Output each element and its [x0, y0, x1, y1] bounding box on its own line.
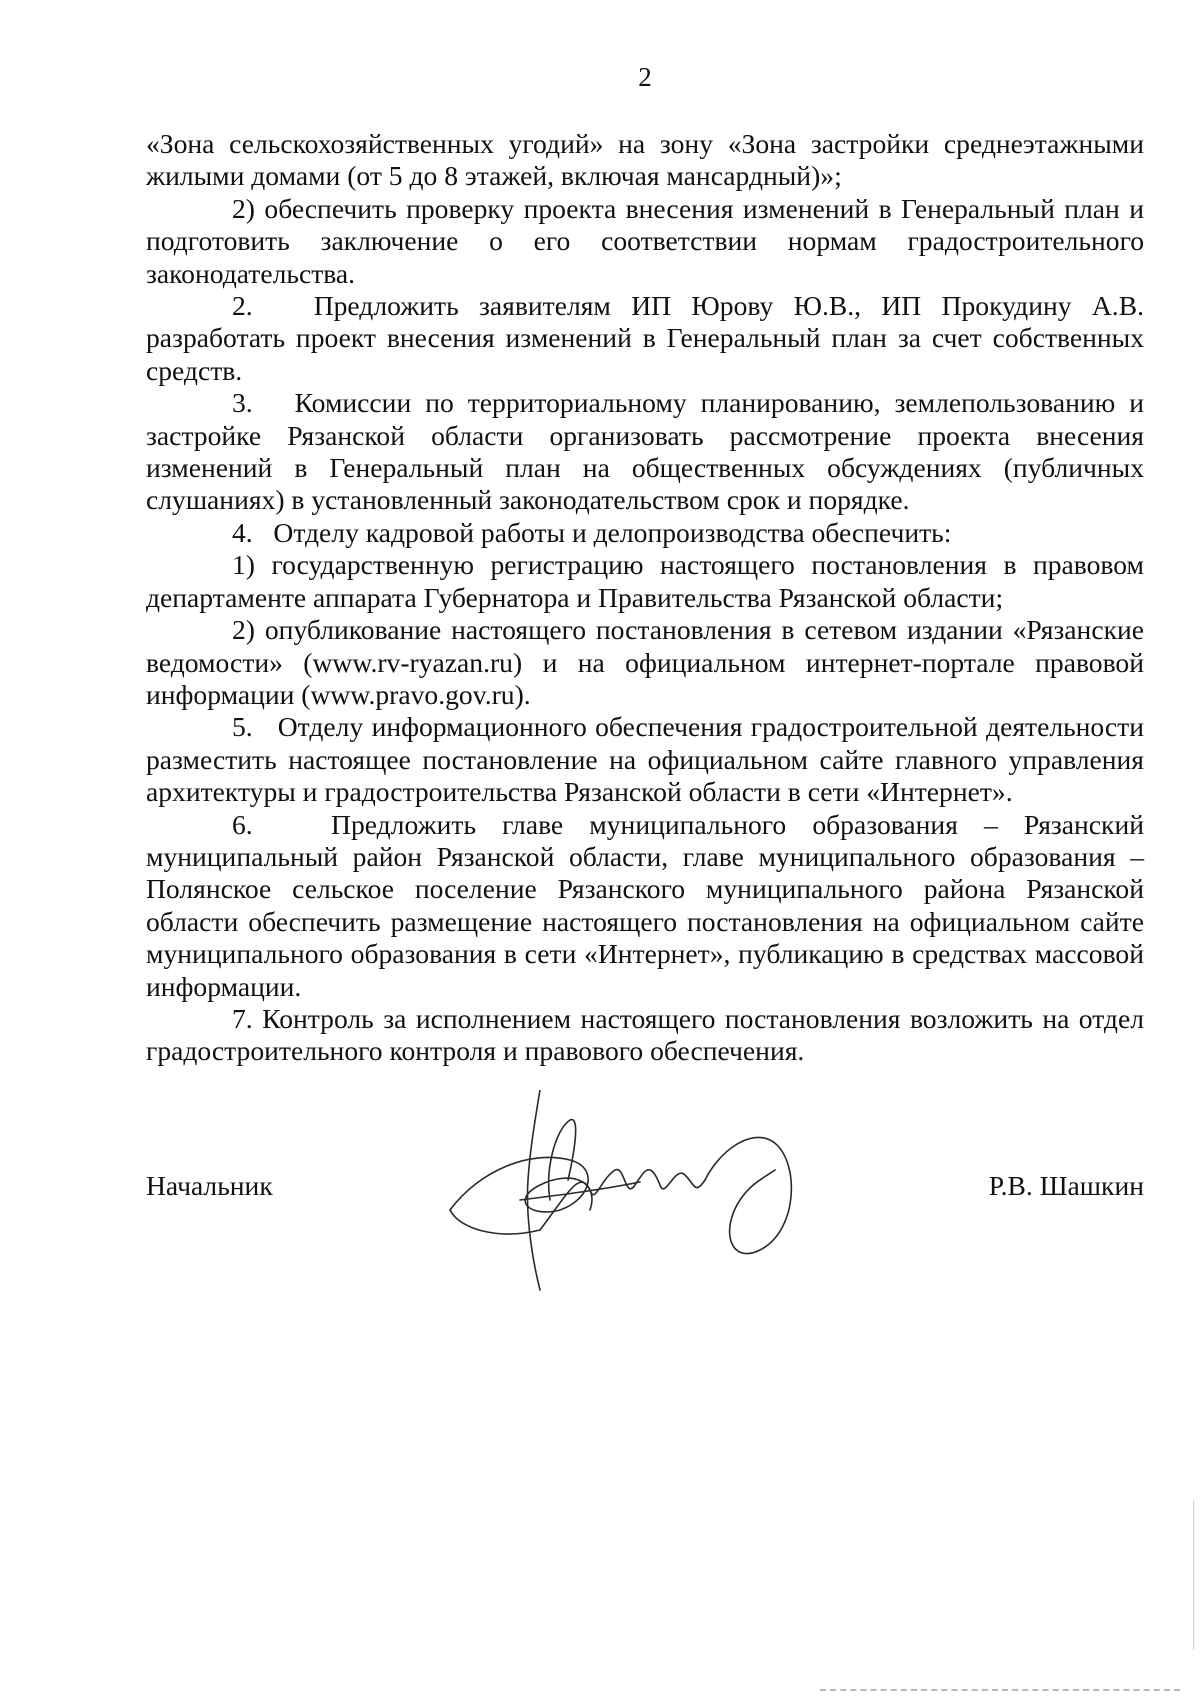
paragraph: 6. Предложить главе муниципального образования – Рязанский муниципальный район Рязанской области, главе муниципального образования – Полянское сельское поселение Рязанского муниципального района Рязанской области обеспечить размещение настоящего постановления на официальном сайте муниципального образования в сети «Интернет», публикацию в средствах массовой информации. [146, 808, 1144, 1002]
document-body [146, 128, 1144, 1068]
signer-name: Р.В. Шашкин [988, 1170, 1144, 1201]
paragraph: 3. Комиссии по территориальному планированию, землепользованию и застройке Рязанской области организовать рассмотрение проекта внесения изменений в Генеральный план на общественных обсуждениях (публичных слушаниях) в установленный законодательством срок и порядке. [146, 387, 1144, 516]
scan-edge-artifact [1193, 1500, 1194, 1650]
handwritten-signature [440, 1090, 880, 1310]
paragraph: 2. Предложить заявителям ИП Юрову Ю.В., ИП Прокудину А.В. разработать проект внесения изменений в Генеральный план за счет собственных средств. [146, 290, 1144, 386]
page-number: 2 [638, 62, 652, 92]
signer-title: Начальник [146, 1170, 273, 1201]
paragraph: 2) обеспечить проверку проекта внесения изменений в Генеральный план и подготовить заключение о его соответствии нормам градостроительного законодательства. [146, 192, 1144, 289]
paragraph: 2) опубликование настоящего постановления в сетевом издании «Рязанские ведомости» (www.rv-ryazan.ru) и на официальном интернет-портале правовой информации (www.pravo.gov.ru). [146, 614, 1144, 710]
paragraph: 4. Отделу кадровой работы и делопроизводства обеспечить: [232, 516, 952, 548]
paragraph: 1) государственную регистрацию настоящего постановления в правовом департаменте аппарата Губернатора и Правительства Рязанской области; [146, 549, 1144, 613]
scan-bottom-artifact [820, 1687, 1180, 1691]
paragraph: 5. Отделу информационного обеспечения градостроительной деятельности разместить настоящее постановление на официальном сайте главного управления архитектуры и градостроительства Рязанской области в сети «Интернет». [146, 711, 1144, 808]
paragraph: 7. Контроль за исполнением настоящего постановления возложить на отдел градостроительного контроля и правового обеспечения. [146, 1002, 1144, 1067]
paragraph: «Зона сельскохозяйственных угодий» на зону «Зона застройки среднеэтажными жилыми домами (от 5 до 8 этажей, включая мансардный)»; [146, 128, 1144, 192]
